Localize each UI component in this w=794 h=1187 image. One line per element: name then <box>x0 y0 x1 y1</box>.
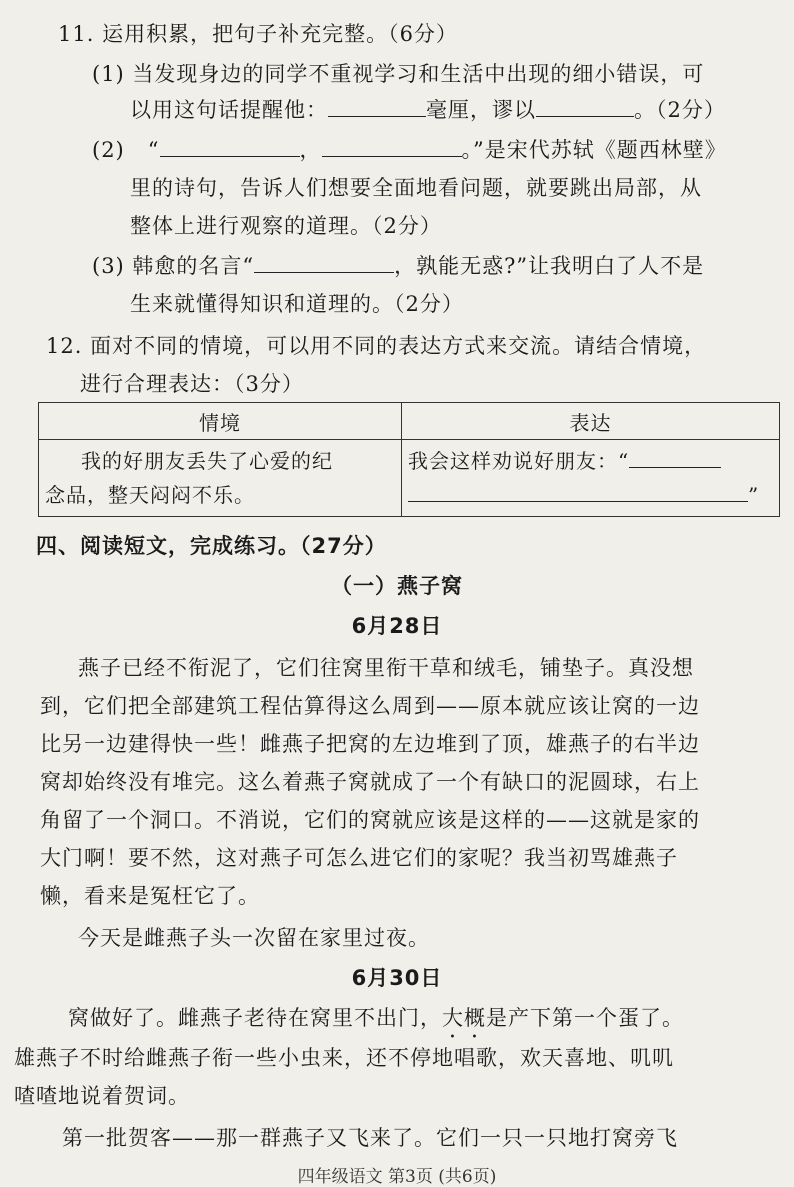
date-heading-2: 6月30日 <box>351 966 443 990</box>
page-footer: 四年级语文 第3页 (共6页) <box>297 1167 497 1187</box>
answer-blank[interactable] <box>254 254 394 273</box>
answer-blank[interactable] <box>408 483 748 502</box>
passage-line: 到，它们把全部建筑工程估算得这么周到——原本就应该让窝的一边 <box>40 694 700 718</box>
situation-cell <box>39 440 402 517</box>
answer-blank[interactable] <box>328 98 426 117</box>
q12-line1: 12. 面对不同的情境，可以用不同的表达方式来交流。请结合情境， <box>46 334 707 358</box>
passage-line: 角留了一个洞口。不消说，它们的窝就应该是这样的——这就是家的 <box>40 808 700 832</box>
col-situation: 情境 <box>39 403 402 440</box>
passage-line: 喳喳地说着贺词。 <box>14 1084 190 1108</box>
q11-s2-line3: 整体上进行观察的道理。（2分） <box>130 214 442 238</box>
q11-s2-line2: 里的诗句，告诉人们想要全面地看问题，就要跳出局部，从 <box>130 176 702 200</box>
situation-line1: 我的好朋友丢失了心爱的纪 <box>81 449 333 473</box>
passage-line: 燕子已经不衔泥了，它们往窝里衔干草和绒毛，铺垫子。真没想 <box>78 656 694 680</box>
col-expression: 表达 <box>402 403 780 440</box>
answer-blank[interactable] <box>160 138 300 157</box>
date-heading-1: 6月28日 <box>351 614 443 638</box>
emphasis-char: 大 <box>442 1006 464 1030</box>
answer-blank[interactable] <box>322 138 462 157</box>
q11-s3-line1: (3) 韩愈的名言“ ，孰能无惑?”让我明白了人不是 <box>92 254 705 278</box>
q11-s1-line2: 以用这句话提醒他： 毫厘，谬以 。（2分） <box>130 98 726 122</box>
q12-line2: 进行合理表达：（3分） <box>80 372 304 396</box>
passage-line: 大门啊！要不然，这对燕子可怎么进它们的家呢？我当初骂雄燕子 <box>40 846 678 870</box>
passage-line: 比另一边建得快一些！雌燕子把窝的左边堆到了顶，雄燕子的右半边 <box>40 732 700 756</box>
q11-s1-line1: (1) 当发现身边的同学不重视学习和生活中出现的细小错误，可 <box>92 62 705 86</box>
situation-table <box>38 402 780 517</box>
passage-line: 懒，看来是冤枉它了。 <box>40 884 260 908</box>
situation-line2: 念品，整天闷闷不乐。 <box>45 483 255 507</box>
passage-line: 今天是雌燕子头一次留在家里过夜。 <box>78 926 430 950</box>
answer-blank[interactable] <box>536 98 634 117</box>
q11-title: 11. 运用积累，把句子补充完整。（6分） <box>58 22 458 46</box>
answer-blank[interactable] <box>629 449 721 468</box>
emphasis-char: 概 <box>464 1006 486 1030</box>
q11-s3-line2: 生来就懂得知识和道理的。（2分） <box>130 292 464 316</box>
expression-cell[interactable]: 我会这样劝说好朋友：“ ” <box>402 440 780 517</box>
passage-line: 第一批贺客——那一群燕子又飞来了。它们一只一只地打窝旁飞 <box>62 1126 678 1150</box>
passage-line: 雄燕子不时给雌燕子衔一些小虫来，还不停地唱歌，欢天喜地、叽叽 <box>14 1046 674 1070</box>
passage-line: 窝却始终没有堆完。这么着燕子窝就成了一个有缺口的泥圆球，右上 <box>40 770 700 794</box>
q11-s2-line1: (2) “ ， 。”是宋代苏轼《题西林壁》 <box>92 138 727 162</box>
passage-title: （一）燕子窝 <box>331 574 463 598</box>
passage-line: 窝做好了。雌燕子老待在窝里不出门，大概是产下第一个蛋了。 <box>68 1006 684 1030</box>
section4-heading: 四、阅读短文，完成练习。（27分） <box>36 534 387 558</box>
